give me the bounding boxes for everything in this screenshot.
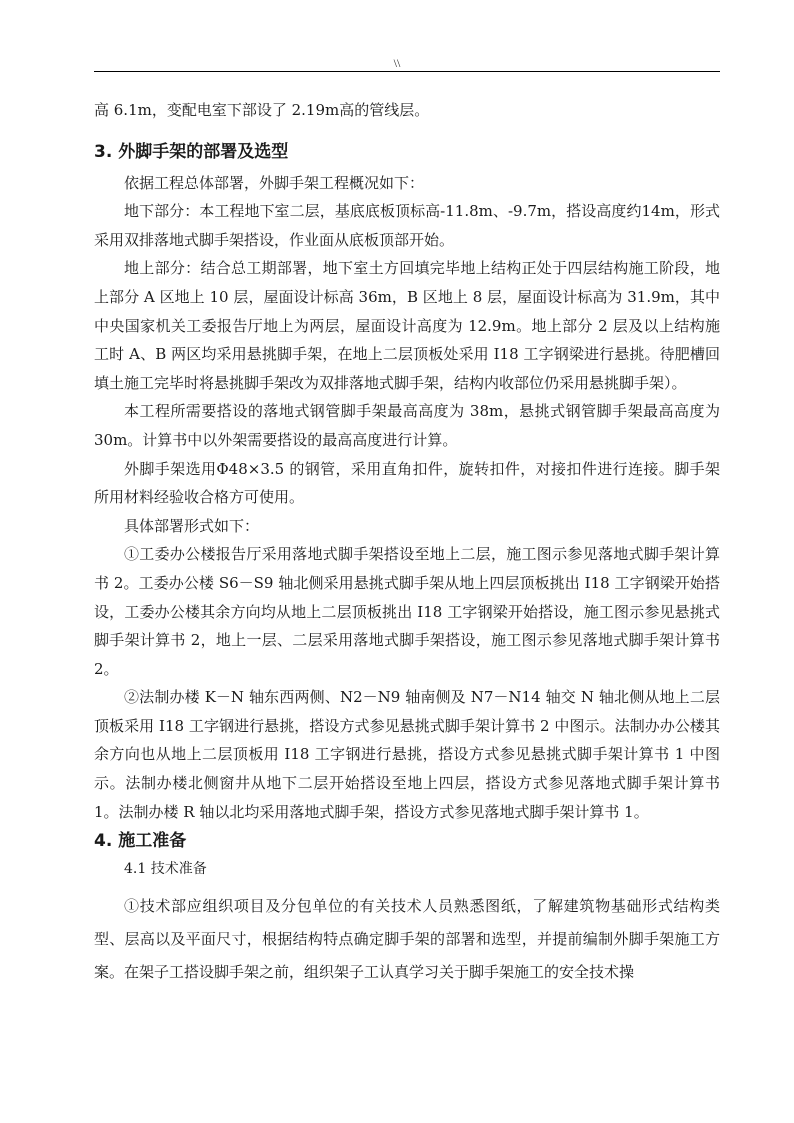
paragraph-underground: 地下部分：本工程地下室二层，基底底板顶标高-11.8m、-9.7m，搭设高度约14m，形式采用双排落地式脚手架搭设，作业面从底板顶部开始。 xyxy=(94,202,720,249)
paragraph-steel-pipe: 外脚手架选用Φ48×3.5 的钢管，采用直角扣件，旋转扣件，对接扣件进行连接。脚手架所用材料经验收合格方可使用。 xyxy=(94,459,720,507)
paragraph-technical-prep: ①技术部应组织项目及分包单位的有关技术人员熟悉图纸，了解建筑物基础形式结构类型、层高以及平面尺寸，根据结构特点确定脚手架的部署和选型，并提前编制外脚手架施工方案。在架子工搭设脚手架之前，组织架子工认真学习关于脚手架施工的安全技术操 xyxy=(94,897,720,982)
header-rule xyxy=(94,71,720,72)
page-header-mark: \\ xyxy=(393,56,401,70)
section-heading-4: 4. 施工准备 xyxy=(94,831,187,852)
subsection-heading-4-1: 4.1 技术准备 xyxy=(124,861,207,878)
paragraph-overview-intro: 依据工程总体部署，外脚手架工程概况如下： xyxy=(124,173,425,192)
paragraph-deployment-1: ①工委办公楼报告厅采用落地式脚手架搭设至地上二层，施工图示参见落地式脚手架计算书 2。工委办公楼 S6－S9 轴北侧采用悬挑式脚手架从地上四层顶板挑出 I18 工字钢梁开始搭设，工委办公楼其余方向均从地上二层顶板挑出 I18 工字钢梁开始搭设，施工图示参见悬挑式脚手架计算书 2，地上一层、二层采用落地式脚手架搭设，施工图示参见落地式脚手架计算书 2。 xyxy=(94,545,720,678)
paragraph-max-height: 本工程所需要搭设的落地式钢管脚手架最高高度为 38m，悬挑式钢管脚手架最高高度为 30m。计算书中以外架需要搭设的最高高度进行计算。 xyxy=(94,402,720,449)
paragraph-deployment-2: ②法制办楼 K－N 轴东西两侧、N2－N9 轴南侧及 N7－N14 轴交 N 轴北侧从地上二层顶板采用 I18 工字钢进行悬挑，搭设方式参见悬挑式脚手架计算书 2 中图示。法制办办公楼其余方向也从地上二层顶板用 I18 工字钢进行悬挑，搭设方式参见悬挑式脚手架计算书 1 中图示。法制办楼北侧窗井从地下二层开始搭设至地上四层，搭设方式参见落地式脚手架计算书 1。法制办楼 R 轴以北均采用落地式脚手架，搭设方式参见落地式脚手架计算书 1。 xyxy=(94,688,720,821)
paragraph-deployment-intro: 具体部署形式如下： xyxy=(124,516,260,535)
document-body xyxy=(94,96,720,989)
section-heading-3: 3. 外脚手架的部署及选型 xyxy=(94,141,289,162)
paragraph-continuation: 高 6.1m，变配电室下部设了 2.19m高的管线层。 xyxy=(94,101,430,119)
paragraph-aboveground: 地上部分：结合总工期部署，地下室土方回填完毕地上结构正处于四层结构施工阶段，地上部分 A 区地上 10 层，屋面设计标高 36m，B 区地上 8 层，屋面设计标高为 31.9m，其中中央国家机关工委报告厅地上为两层，屋面设计高度为 12.9m。地上部分 2 层及以上结构施工时 A、B 两区均采用悬挑脚手架，在地上二层顶板处采用 I18 工字钢梁进行悬挑。待肥槽回填土施工完毕时将悬挑脚手架改为双排落地式脚手架，结构内收部位仍采用悬挑脚手架）。 xyxy=(94,259,720,392)
